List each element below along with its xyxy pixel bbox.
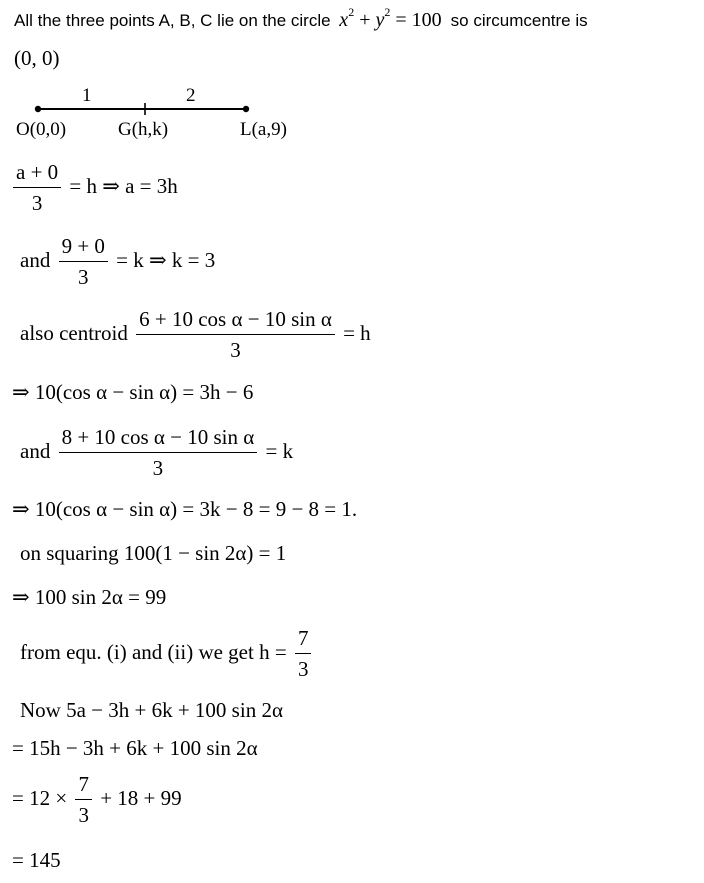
eq-y-exponent: 2 [384, 5, 391, 19]
ratio-left: 1 [82, 85, 92, 106]
step5-lead: and [20, 438, 51, 463]
step3-numerator: 6 + 10 cos α − 10 sin α [136, 309, 335, 335]
step5-fraction [59, 427, 258, 479]
step1-numerator: a + 0 [13, 162, 61, 188]
step1-denominator: 3 [31, 191, 43, 215]
step-13: = 145 [12, 848, 61, 872]
step-11: = 15h − 3h + 6k + 100 sin 2α [12, 736, 258, 760]
eq-rest: = 100 [395, 9, 442, 31]
intro-text-after: so circumcentre is [450, 11, 588, 30]
eq-y: y [375, 9, 385, 31]
step-3 [20, 309, 371, 361]
step-9 [20, 628, 314, 680]
step12-lead: = 12 × [12, 785, 68, 810]
intro-line [14, 6, 588, 30]
step2-numerator: 9 + 0 [59, 236, 108, 262]
step9-fraction [295, 628, 312, 680]
step-10: Now 5a − 3h + 6k + 100 sin 2α [20, 698, 283, 722]
step2-fraction [59, 236, 108, 288]
step3-denominator: 3 [230, 338, 241, 362]
step5-denominator: 3 [152, 456, 164, 480]
step9-numerator: 7 [295, 628, 312, 654]
point-l-dot [243, 106, 249, 112]
step-6: ⇒ 10(cos α − sin α) = 3k − 8 = 9 − 8 = 1. [12, 497, 358, 521]
step12-denominator: 3 [78, 803, 89, 827]
step12-fraction [75, 774, 92, 826]
step-8: ⇒ 100 sin 2α = 99 [12, 585, 167, 609]
label-o: O(0,0) [16, 119, 67, 140]
step9-lead: from equ. (i) and (ii) we get h = [20, 639, 287, 664]
step2-denominator: 3 [78, 265, 89, 289]
step-4: ⇒ 10(cos α − sin α) = 3h − 6 [12, 380, 254, 404]
eq-x-exponent: 2 [348, 5, 355, 19]
intro-text-before: All the three points A, B, C lie on the circle [14, 11, 331, 30]
eq-plus: + [359, 9, 371, 31]
step-2 [20, 236, 215, 288]
step9-denominator: 3 [297, 657, 309, 681]
step3-lead: also centroid [20, 320, 128, 345]
step2-lead: and [20, 247, 51, 272]
label-l: L(a,9) [240, 119, 287, 140]
step3-rest: = h [343, 320, 371, 345]
step-7: on squaring 100(1 − sin 2α) = 1 [20, 541, 287, 565]
step12-numerator: 7 [75, 774, 92, 800]
step-1 [10, 162, 178, 214]
step12-rest: + 18 + 99 [100, 785, 182, 810]
step3-fraction [136, 309, 335, 361]
step-5 [20, 427, 293, 479]
step5-numerator: 8 + 10 cos α − 10 sin α [59, 427, 258, 453]
step-12 [12, 774, 182, 826]
step1-fraction [13, 162, 61, 214]
step5-rest: = k [265, 438, 294, 463]
circumcentre-point: (0, 0) [14, 46, 60, 70]
step1-rest: = h ⇒ a = 3h [69, 173, 178, 198]
section-diagram [0, 82, 320, 142]
point-o-dot [35, 106, 41, 112]
circle-equation [339, 5, 446, 31]
step2-rest: = k ⇒ k = 3 [116, 247, 216, 272]
ratio-right: 2 [186, 85, 196, 106]
eq-x: x [339, 9, 349, 31]
label-g: G(h,k) [118, 119, 169, 140]
